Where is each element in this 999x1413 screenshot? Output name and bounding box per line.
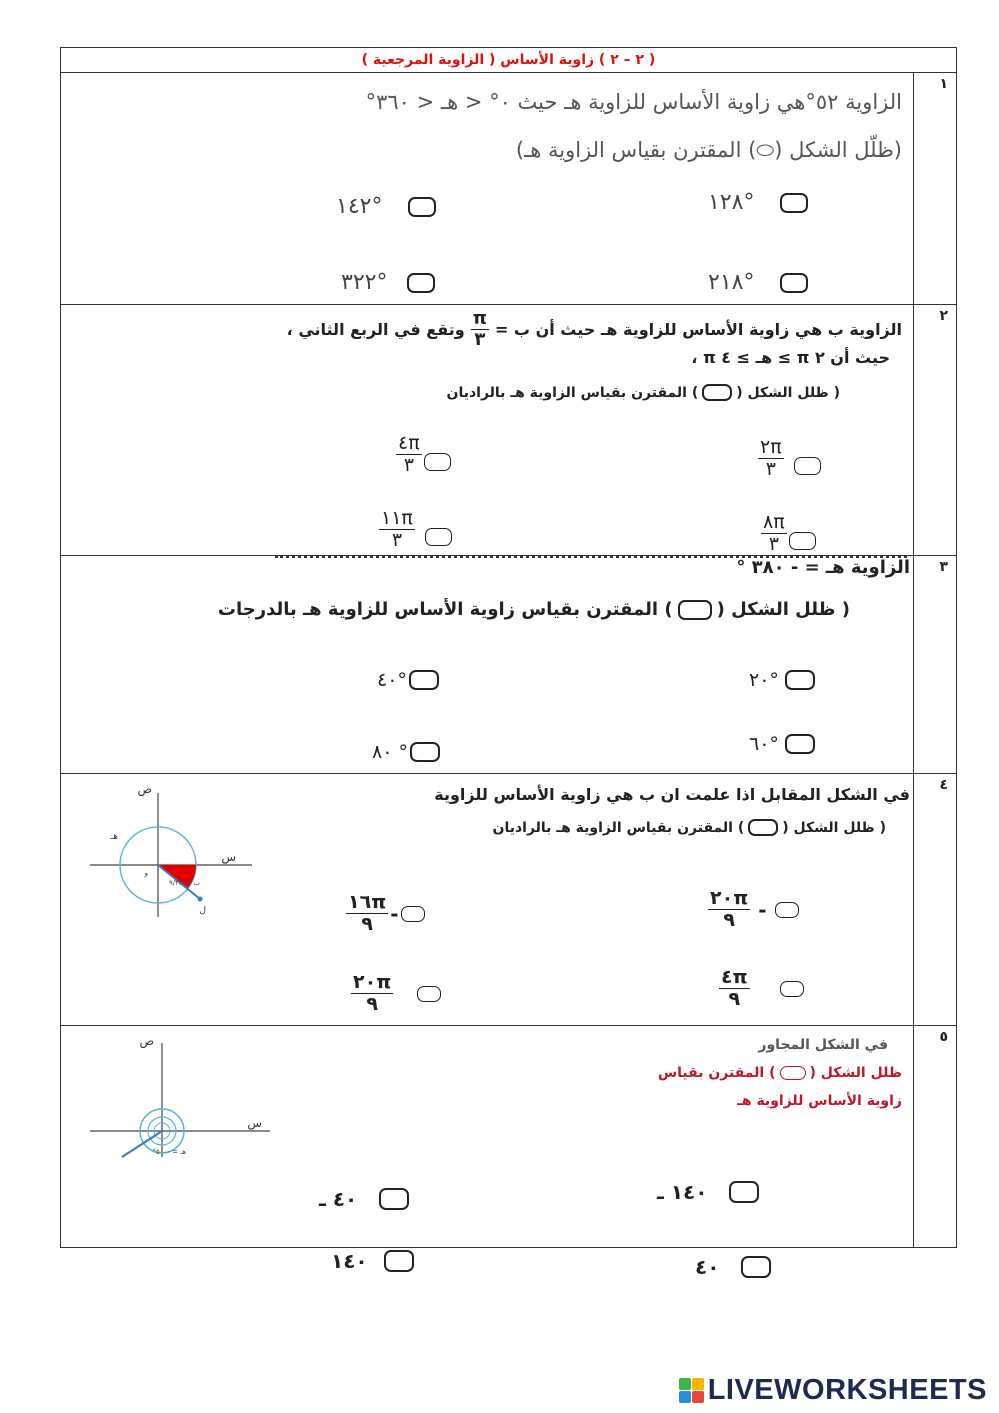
option-b[interactable]: [708, 889, 799, 930]
answer-shape[interactable]: [775, 902, 799, 918]
question-number: ١: [939, 76, 948, 92]
option-fraction: $\frac{١١\pi}{٣}$: [381, 507, 413, 551]
option-label: ٤٠: [695, 1255, 720, 1279]
answer-shape[interactable]: [407, 273, 435, 293]
page-title: ( ٢ – ٢ ) زاوية الأساس ( الزاوية المرجعية ): [61, 48, 956, 73]
answer-shape[interactable]: [794, 457, 821, 475]
answer-shape[interactable]: [729, 1181, 759, 1203]
option-d[interactable]: [708, 270, 808, 295]
h-label: هـ: [110, 832, 118, 842]
option-fraction: $\frac{٨\pi}{٣}$: [763, 511, 785, 555]
question-3: [61, 555, 956, 774]
minus-sign: -: [390, 901, 399, 926]
answer-shape[interactable]: [785, 670, 815, 690]
angle-label: هـ = -٥٠٠°: [152, 1148, 186, 1156]
brand-footer[interactable]: [679, 1374, 987, 1407]
option-label: ١٢٨°: [708, 190, 755, 215]
option-a[interactable]: [396, 434, 451, 475]
x-axis-label: س: [221, 850, 236, 864]
answer-shape[interactable]: [780, 273, 808, 293]
question-2: [61, 304, 956, 556]
option-a[interactable]: [319, 1187, 409, 1211]
option-d[interactable]: [719, 968, 804, 1009]
option-b[interactable]: [758, 438, 821, 479]
shape-sample-icon: [780, 1066, 806, 1080]
answer-shape[interactable]: [379, 1188, 409, 1210]
option-label: ٢٠°: [749, 669, 779, 691]
option-d[interactable]: [761, 513, 816, 554]
answer-shape[interactable]: [384, 1250, 414, 1272]
option-fraction: $\frac{١٦\pi}{٩}$: [348, 891, 387, 935]
answer-shape[interactable]: [785, 734, 815, 754]
question-instruction-line2: زاوية الأساس للزاوية هـ: [737, 1093, 902, 1109]
b-label: ب = ٢π/٩: [168, 879, 200, 887]
answer-shape[interactable]: [417, 986, 441, 1002]
option-fraction: $\frac{٢٠\pi}{٩}$: [353, 971, 392, 1015]
y-axis-label: ص: [139, 1034, 154, 1048]
o-label: و: [144, 869, 148, 877]
worksheet: [60, 47, 957, 1279]
x-axis-label: س: [247, 1116, 262, 1130]
l-label: ل: [199, 906, 206, 916]
option-c[interactable]: [372, 741, 440, 763]
question-instruction: ( ظلل الشكل ( ) المقترن بقياس الزاوية هـ بالراديان: [446, 384, 840, 401]
option-label: ١٤٠: [331, 1249, 368, 1273]
option-label: ٣٢٢°: [341, 270, 388, 295]
shape-sample-icon: [702, 384, 732, 401]
option-label: ٨٠ °: [372, 741, 408, 763]
answer-shape[interactable]: [425, 528, 452, 546]
question-text: [287, 310, 902, 349]
question-number: ٣: [939, 559, 948, 575]
option-b[interactable]: [749, 669, 815, 691]
option-label: ٢١٨°: [708, 270, 755, 295]
question-number: ٢: [939, 308, 948, 324]
question-text: الزاوية هـ = - ٣٨٠ °: [736, 557, 910, 578]
shape-sample-icon: [748, 819, 778, 836]
question-number: ٤: [939, 777, 948, 793]
option-fraction: $\frac{٤\pi}{٩}$: [721, 966, 748, 1010]
option-b[interactable]: [657, 1180, 759, 1204]
option-label: ١٤٢°: [336, 194, 383, 219]
question-condition: حيث أن ٢ π ≥ هـ ≥ ٤ π ،: [691, 348, 890, 367]
option-label: ١٤٠ ـ: [657, 1180, 708, 1204]
question-instruction: (ظلّل الشكل (⬭) المقترن بقياس الزاوية هـ): [515, 138, 902, 162]
option-fraction: $\frac{٢٠\pi}{٩}$: [710, 887, 749, 931]
question-instruction: ( ظلل الشكل ( ) المقترن بقياس زاوية الأساس للزاوية هـ بالدرجات: [217, 599, 850, 620]
option-fraction: $\frac{٢\pi}{٣}$: [760, 436, 782, 480]
question-text: الزاوية ٥٢°هي زاوية الأساس للزاوية هـ حيث ٠° < هـ < ٣٦٠°: [365, 90, 902, 114]
option-fraction: $\frac{٤\pi}{٣}$: [398, 432, 420, 476]
answer-shape[interactable]: [424, 453, 451, 471]
answer-shape[interactable]: [741, 1256, 771, 1278]
question-5: [61, 1025, 956, 1279]
option-c[interactable]: [341, 270, 435, 295]
question-4: [61, 773, 956, 1026]
option-c[interactable]: [351, 973, 441, 1014]
question-text-part: وتقع في الربع الثاني ،: [286, 320, 465, 339]
minus-sign: -: [758, 897, 767, 922]
y-axis-label: ص: [137, 782, 152, 796]
option-d[interactable]: [695, 1255, 771, 1279]
question-instruction: ( ظلل الشكل ( ) المقترن بقياس الزاوية هـ بالراديان: [492, 819, 886, 836]
option-label: ٤٠ ـ: [319, 1187, 358, 1211]
liveworksheets-logo-icon: [679, 1378, 704, 1403]
option-label: ٦٠°: [749, 733, 779, 755]
answer-shape[interactable]: [780, 193, 808, 213]
question-text: في الشكل المقابل اذا علمت ان ب هي زاوية الأساس للزاوية: [434, 785, 910, 804]
unit-circle-diagram: [86, 781, 256, 921]
brand-name: LIVEWORKSHEETS: [707, 1374, 987, 1406]
option-a[interactable]: [336, 194, 436, 219]
option-a[interactable]: [346, 893, 425, 934]
question-number: ٥: [939, 1029, 948, 1045]
question-text: في الشكل المجاور: [758, 1037, 888, 1053]
question-instruction: ظلل الشكل ( ) المقترن بقياس: [657, 1065, 902, 1081]
answer-shape[interactable]: [410, 742, 440, 762]
option-d[interactable]: [749, 733, 815, 755]
angle-diagram: [86, 1033, 281, 1163]
answer-shape[interactable]: [780, 981, 804, 997]
option-b[interactable]: [708, 190, 808, 215]
answer-shape[interactable]: [401, 906, 425, 922]
question-text-part: الزاوية ب هي زاوية الأساس للزاوية هـ حيث أن ب =: [494, 320, 902, 339]
pi-over-3-fraction: $\frac{\pi}{٣}$: [472, 308, 487, 350]
answer-shape[interactable]: [409, 670, 439, 690]
option-label: ٤٠°: [377, 669, 407, 691]
option-a[interactable]: [377, 669, 439, 691]
option-c[interactable]: [379, 509, 452, 550]
answer-shape[interactable]: [789, 532, 816, 550]
option-c[interactable]: [331, 1249, 414, 1273]
answer-shape[interactable]: [408, 197, 436, 217]
question-1: [61, 72, 956, 305]
shape-sample-icon: [678, 600, 712, 620]
